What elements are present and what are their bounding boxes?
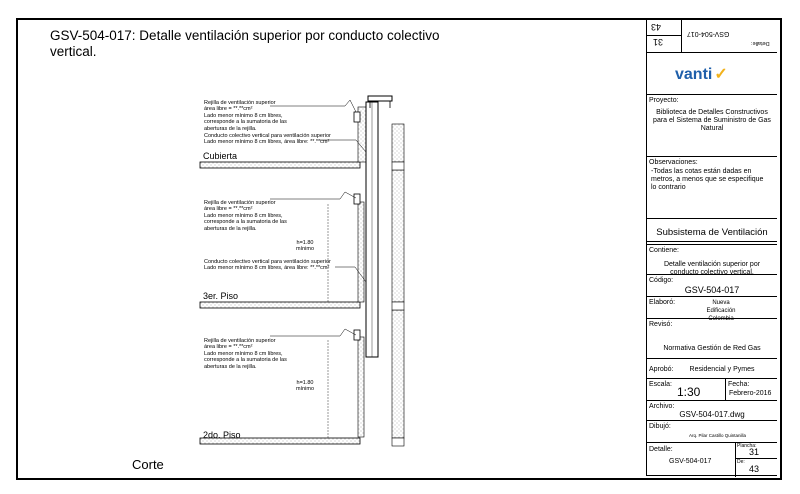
top-num: 43 <box>651 22 662 32</box>
duct-cap <box>368 96 392 101</box>
contiene-box: Contiene: Detalle ventilación superior por conducto colectivo vertical. <box>647 244 777 294</box>
plancha-value: 31 <box>749 447 760 457</box>
brand-name: vanti ✓ <box>675 66 728 83</box>
proyecto-box: Proyecto: Biblioteca de Detalles Constructivos para el Sistema de Suministro de Gas Natural <box>647 94 777 156</box>
slab-tercer-piso <box>200 302 360 308</box>
top-detalle-label: Detalle: <box>751 40 770 46</box>
annotation-rejilla-mid: Rejilla de ventilación superior área libre = **.**cm² Lado menor mínimo 8 cm libres, corresponde a la sumatoria de las aberturas de la rejilla. <box>204 200 287 232</box>
annotation-rejilla-top: Rejilla de ventilación superior área libre = **.**cm² Lado menor mínimo 8 cm libres, corresponde a la sumatoria de las aberturas de la rejilla. <box>204 100 287 132</box>
dibujo-value: Arq. Pilar Castillo Quintanilla <box>689 433 747 438</box>
title-block <box>646 20 777 476</box>
brand-check-icon: ✓ <box>714 66 728 83</box>
observaciones-box: Observaciones: -Todas las cotas están dadas en metros, a menos que se especifique lo contrario <box>647 156 777 218</box>
annotation-height-low: h=1.80 mínimo <box>296 380 315 393</box>
annotation-conducto-mid: Conducto colectivo vertical para ventilación superior Lado menor mínimo 8 cm libres, área libre: **.**cm² <box>204 259 331 272</box>
top-code: GSV-504-017 <box>687 30 730 37</box>
archivo-value: GSV-504-017.dwg <box>679 410 745 419</box>
aprobo-box: Aprobó: Residencial y Pymes <box>647 358 777 378</box>
codigo-box: Código: GSV-504-017 <box>647 274 777 296</box>
observaciones-value: -Todas las cotas están dadas en metros, a menos que se especifique lo contrario <box>651 168 764 191</box>
inner-wall-low <box>358 337 364 437</box>
fecha-value: Febrero-2016 <box>729 390 772 397</box>
top-flipped-block <box>647 20 777 53</box>
slab-cubierta <box>200 162 360 168</box>
detalle-box: Detalle: GSV-504-017 Plancha: 31 De: 43 <box>647 442 777 476</box>
floor-label-3er-piso: 3er. Piso <box>203 291 239 301</box>
proyecto-value: Biblioteca de Detalles Constructivos para el Sistema de Suministro de Gas Natural <box>653 109 771 132</box>
grille-top <box>354 112 360 122</box>
reviso-value: Normativa Gestión de Red Gas <box>663 345 761 352</box>
codigo-value: GSV-504-017 <box>684 285 740 295</box>
section-drawing <box>170 92 420 452</box>
page-title: GSV-504-017: Detalle ventilación superior por conducto colectivo vertical. <box>50 28 440 59</box>
reviso-box: Revisó: Normativa Gestión de Red Gas <box>647 318 777 358</box>
grille-low <box>354 330 360 340</box>
inner-wall-mid <box>358 202 364 302</box>
annotation-rejilla-low: Rejilla de ventilación superior área libre = **.**cm² Lado menor mínimo 8 cm libres, corresponde a la sumatoria de las aberturas de la rejilla. <box>204 338 287 370</box>
subsistema-value: Subsistema de Ventilación <box>656 227 768 238</box>
escala-value: 1:30 <box>677 385 701 399</box>
view-label: Corte <box>132 457 164 472</box>
brand-logo <box>647 52 777 95</box>
contiene-value: Detalle ventilación superior por conducto colectivo vertical. <box>663 261 761 276</box>
top-plancha-num: 31 <box>653 37 664 47</box>
de-value: 43 <box>749 464 760 474</box>
aprobo-value: Residencial y Pymes <box>689 366 755 373</box>
grille-mid <box>354 194 360 204</box>
annotation-conducto-top: Conducto colectivo vertical para ventilación superior Lado menor mínimo 8 cm libres, área libre: **.**cm² <box>204 133 331 146</box>
archivo-box: Archivo: GSV-504-017.dwg <box>647 400 777 420</box>
annotation-height-mid: h=1.80 mínimo <box>296 240 315 253</box>
outer-wall-2 <box>392 170 404 302</box>
floor-label-2do-piso: 2do. Piso <box>203 430 241 440</box>
elaboro-box: Elaboró: Nueva Edificación Colombia <box>647 296 777 318</box>
escala-fecha-box: Escala: 1:30 Fecha: Febrero-2016 <box>647 378 777 400</box>
dibujo-box: Dibujó: Arq. Pilar Castillo Quintanilla <box>647 420 777 442</box>
subsistema-box <box>647 218 777 242</box>
outer-wall-3 <box>392 310 404 438</box>
floor-label-cubierta: Cubierta <box>203 151 238 161</box>
elaboro-value: Nueva Edificación Colombia <box>706 300 736 322</box>
outer-wall-1 <box>392 124 404 162</box>
detalle-value: GSV-504-017 <box>669 458 712 465</box>
